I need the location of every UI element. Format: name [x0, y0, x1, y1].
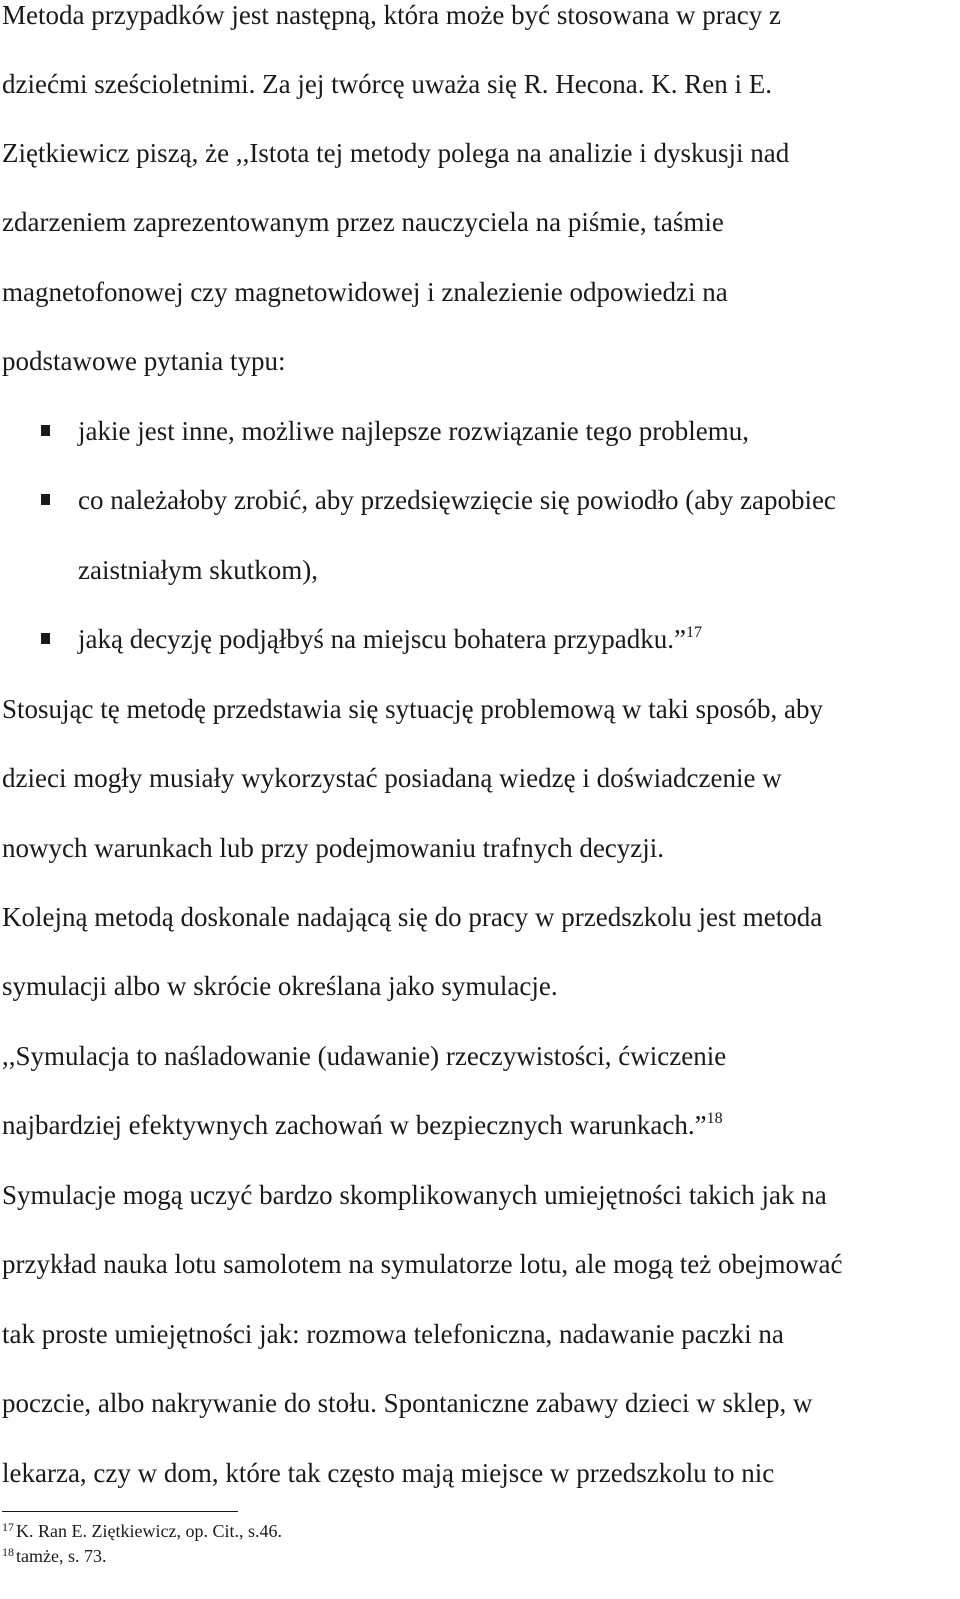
bullet-marker: [41, 494, 50, 505]
footnote-text: K. Ran E. Ziętkiewicz, op. Cit., s.46.: [16, 1521, 282, 1541]
bullet-marker: [41, 425, 50, 436]
list-item: co należałoby zrobić, aby przedsięwzięcie się powiodło (aby zapobiec: [78, 485, 836, 515]
text-line: Symulacje mogą uczyć bardzo skomplikowanych umiejętności takich jak na: [2, 1180, 827, 1210]
text-line: symulacji albo w skrócie określana jako symulacje.: [2, 971, 558, 1001]
text-line: lekarza, czy w dom, które tak często mają miejsce w przedszkolu to nic: [2, 1458, 775, 1488]
list-item: [78, 621, 702, 657]
footnote-reference: 17: [686, 624, 703, 641]
text-line: Metoda przypadków jest następną, która może być stosowana w pracy z: [2, 0, 781, 30]
text-line: magnetofonowej czy magnetowidowej i znalezienie odpowiedzi na: [2, 277, 728, 307]
text-line: Stosując tę metodę przedstawia się sytuację problemową w taki sposób, aby: [2, 694, 824, 724]
footnote-number: 18: [2, 1545, 14, 1559]
footnote-number: 17: [2, 1520, 14, 1534]
text-line: dzieci mogły musiały wykorzystać posiadaną wiedzę i doświadczenie w: [2, 763, 782, 793]
list-item: jakie jest inne, możliwe najlepsze rozwiązanie tego problemu,: [78, 416, 749, 446]
text-line: przykład nauka lotu samolotem na symulatorze lotu, ale mogą też obejmować: [2, 1249, 843, 1279]
text-line: zdarzeniem zaprezentowanym przez nauczyciela na piśmie, taśmie: [2, 207, 724, 237]
text-line: dziećmi sześcioletnimi. Za jej twórcę uważa się R. Hecona. K. Ren i E.: [2, 69, 772, 99]
footnote: [2, 1520, 282, 1542]
text-line: nowych warunkach lub przy podejmowaniu trafnych decyzji.: [2, 833, 665, 863]
text-line: ,,Symulacja to naśladowanie (udawanie) rzeczywistości, ćwiczenie: [2, 1041, 727, 1071]
text-line: poczcie, albo nakrywanie do stołu. Spontaniczne zabawy dzieci w sklep, w: [2, 1388, 813, 1418]
footnote-separator: [2, 1511, 238, 1512]
text-line: Ziętkiewicz piszą, że ,,Istota tej metody polega na analizie i dyskusji nad: [2, 138, 790, 168]
footnote: [2, 1545, 106, 1567]
list-item-continuation: zaistniałym skutkom),: [78, 555, 318, 585]
text-line: podstawowe pytania typu:: [2, 346, 286, 376]
text-line: [2, 1107, 723, 1143]
list-item-text: jaką decyzję podjąłbyś na miejscu bohatera przypadku.”: [78, 624, 687, 654]
text-line-content: najbardziej efektywnych zachowań w bezpiecznych warunkach.”: [2, 1110, 707, 1140]
footnote-reference: 18: [706, 1110, 723, 1127]
bullet-marker: [41, 633, 50, 644]
footnote-text: tamże, s. 73.: [16, 1546, 107, 1566]
text-line: tak proste umiejętności jak: rozmowa telefoniczna, nadawanie paczki na: [2, 1319, 784, 1349]
text-line: Kolejną metodą doskonale nadającą się do pracy w przedszkolu jest metoda: [2, 902, 823, 932]
